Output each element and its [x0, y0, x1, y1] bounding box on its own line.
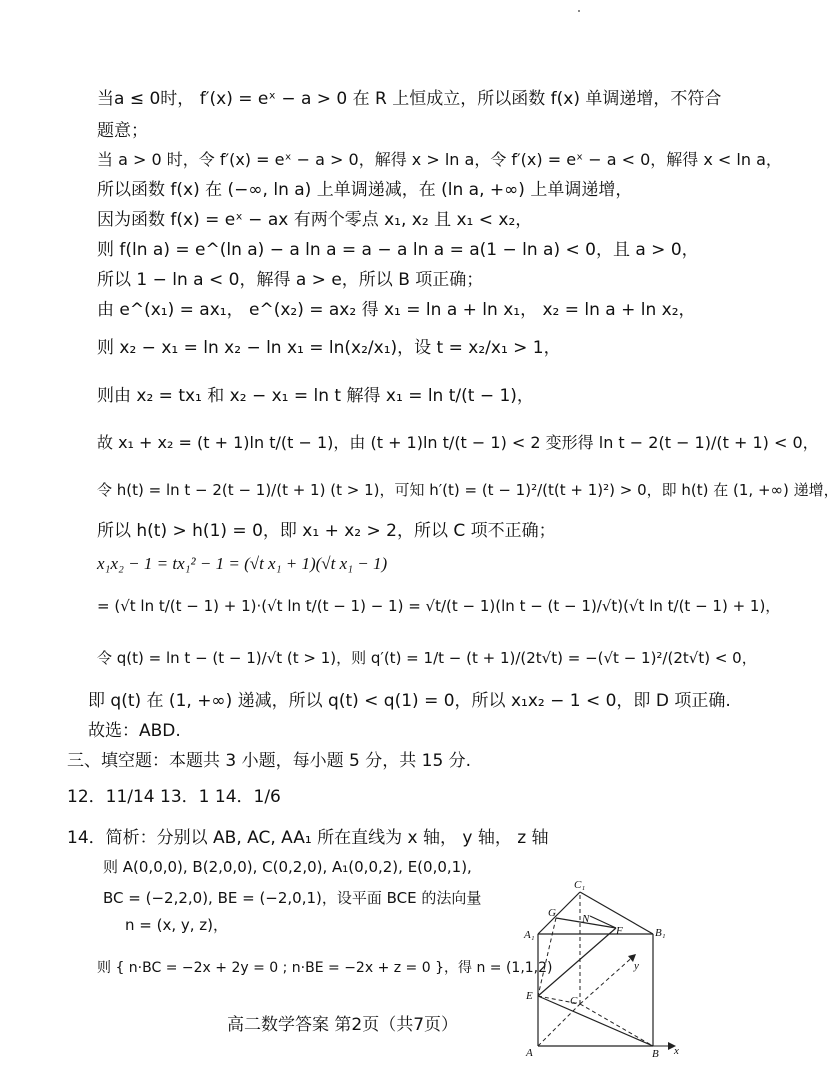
line-13-text: 所以 h(t) > h(1) = 0，即 x₁ + x₂ > 2，所以 C 项不正确； — [97, 521, 556, 541]
segment-e-f — [538, 928, 616, 996]
solution-line-14 — [97, 552, 387, 576]
solution-line-15 — [97, 594, 780, 618]
solution-line-13 — [97, 519, 556, 543]
solution-line-17 — [88, 689, 731, 713]
answer-choice — [88, 719, 181, 743]
prism-figure — [508, 876, 688, 1061]
q14-system — [97, 956, 553, 980]
answer-choice-text: 故选：ABD. — [88, 721, 181, 741]
line-1-text: 当a ≤ 0时， f′(x) = eˣ − a > 0 在 R 上恒成立，所以函数 f(x) 单调递增，不符合 — [97, 89, 722, 109]
line-7-text: 所以 1 − ln a < 0，解得 a > e，所以 B 项正确； — [97, 270, 484, 290]
label-y: y — [634, 960, 639, 972]
solution-line-3 — [97, 148, 782, 172]
label-b: B — [652, 1048, 659, 1060]
edge-a1-c1 — [538, 892, 580, 934]
fill-in-answers-text: 12．11/14 13．1 14．1/6 — [67, 787, 281, 807]
q14-normal-vector — [125, 913, 228, 937]
label-a1: A₁ — [524, 929, 535, 941]
solution-line-7 — [97, 268, 483, 292]
page-footer-text: 高二数学答案 第2页（共7页） — [227, 1015, 459, 1035]
hidden-edge-a-c — [538, 1004, 580, 1046]
line-8-text: 由 e^(x₁) = ax₁， e^(x₂) = ax₂ 得 x₁ = ln a + ln x₁， x₂ = ln a + ln x₂， — [97, 300, 696, 320]
solution-line-9 — [97, 336, 561, 360]
line-4-text: 所以函数 f(x) 在 (−∞, ln a) 上单调递减，在 (ln a, +∞) 上单调递增， — [97, 180, 633, 200]
q14-normal-vector-text: n = (x, y, z)， — [125, 916, 229, 934]
solution-line-5 — [97, 208, 532, 232]
solution-line-2 — [97, 119, 148, 143]
line-11-text: 故 x₁ + x₂ = (t + 1)ln t/(t − 1)，由 (t + 1)ln t/(t − 1) < 2 变形得 ln t − 2(t − 1)/(t + 1) < 0， — [97, 433, 819, 452]
line-14-text: x₁x₂ − 1 = tx₁² − 1 = (√t x₁ + 1)(√t x₁ − 1) — [97, 554, 388, 573]
section-heading-fill-in — [67, 749, 471, 773]
line-3-text: 当 a > 0 时，令 f′(x) = eˣ − a > 0，解得 x > ln a，令 f′(x) = eˣ − a < 0，解得 x < ln a， — [97, 150, 782, 169]
label-a: A — [526, 1047, 533, 1059]
solution-line-10 — [97, 384, 534, 408]
solution-line-16 — [97, 646, 757, 670]
label-c1: C₁ — [574, 879, 586, 891]
label-x: x — [674, 1045, 679, 1057]
y-axis-dashed — [580, 954, 636, 1004]
line-2-text: 题意； — [97, 121, 148, 141]
hidden-edge-c-b — [580, 1004, 653, 1046]
line-9-text: 则 x₂ − x₁ = ln x₂ − ln x₁ = ln(x₂/x₁)，设 t = x₂/x₁ > 1， — [97, 338, 561, 358]
solution-line-12 — [97, 478, 839, 502]
solution-line-11 — [97, 431, 819, 455]
line-10-text: 则由 x₂ = tx₁ 和 x₂ − x₁ = ln t 解得 x₁ = ln t/(t − 1)， — [97, 386, 534, 406]
line-5-text: 因为函数 f(x) = eˣ − ax 有两个零点 x₁, x₂ 且 x₁ < x₂， — [97, 210, 533, 230]
label-f: F — [616, 925, 623, 937]
fill-in-answers — [67, 785, 281, 809]
line-17-text: 即 q(t) 在 (1, +∞) 递减，所以 q(t) < q(1) = 0，所以 x₁x₂ − 1 < 0，即 D 项正确. — [88, 691, 731, 711]
q14-vectors — [103, 886, 481, 910]
line-6-text: 则 f(ln a) = e^(ln a) − a ln a = a − a ln a = a(1 − ln a) < 0，且 a > 0， — [97, 240, 699, 260]
q14-intro — [67, 826, 549, 850]
hidden-segment-g-e — [538, 918, 556, 996]
q14-vectors-text: BC = (−2,2,0), BE = (−2,0,1)，设平面 BCE 的法向量 — [103, 889, 482, 907]
solution-line-6 — [97, 238, 699, 262]
section-heading-text: 三、填空题：本题共 3 小题，每小题 5 分，共 15 分. — [67, 751, 472, 771]
solution-line-1 — [97, 87, 721, 111]
q14-intro-text: 14．简析：分别以 AB, AC, AA₁ 所在直线为 x 轴， y 轴， z 轴 — [67, 828, 549, 848]
segment-e-b — [538, 996, 653, 1046]
q14-coordinates — [103, 855, 472, 879]
line-15-text: = (√t ln t/(t − 1) + 1)·(√t ln t/(t − 1) − 1) = √t/(t − 1)(ln t − (t − 1)/√t)(√t ln t/(t − 1) + 1)， — [97, 597, 781, 615]
scan-speck — [578, 10, 580, 12]
label-e: E — [526, 990, 533, 1002]
line-16-text: 令 q(t) = ln t − (t − 1)/√t (t > 1)，则 q′(t) = 1/t − (t + 1)/(2t√t) = −(√t − 1)²/(2t√t) < 0， — [97, 649, 757, 667]
label-n: N — [582, 913, 590, 925]
q14-system-text: 则 { n·BC = −2x + 2y = 0 ; n·BE = −2x + z = 0 }，得 n = (1,1,2) — [97, 960, 553, 976]
q14-coordinates-text: 则 A(0,0,0), B(2,0,0), C(0,2,0), A₁(0,0,2), E(0,0,1), — [103, 858, 472, 876]
page-footer — [227, 1013, 458, 1037]
solution-line-4 — [97, 178, 632, 202]
label-b1: B₁ — [655, 927, 666, 939]
label-c: C — [570, 995, 578, 1007]
solution-line-8 — [97, 298, 696, 322]
line-12-text: 令 h(t) = ln t − 2(t − 1)/(t + 1) (t > 1)，可知 h′(t) = (t − 1)²/(t(t + 1)²) > 0，即 h(t) 在 (1, +∞) 递增， — [97, 481, 839, 499]
label-g: G — [548, 907, 556, 919]
fraction-store — [0, 0, 1, 1]
